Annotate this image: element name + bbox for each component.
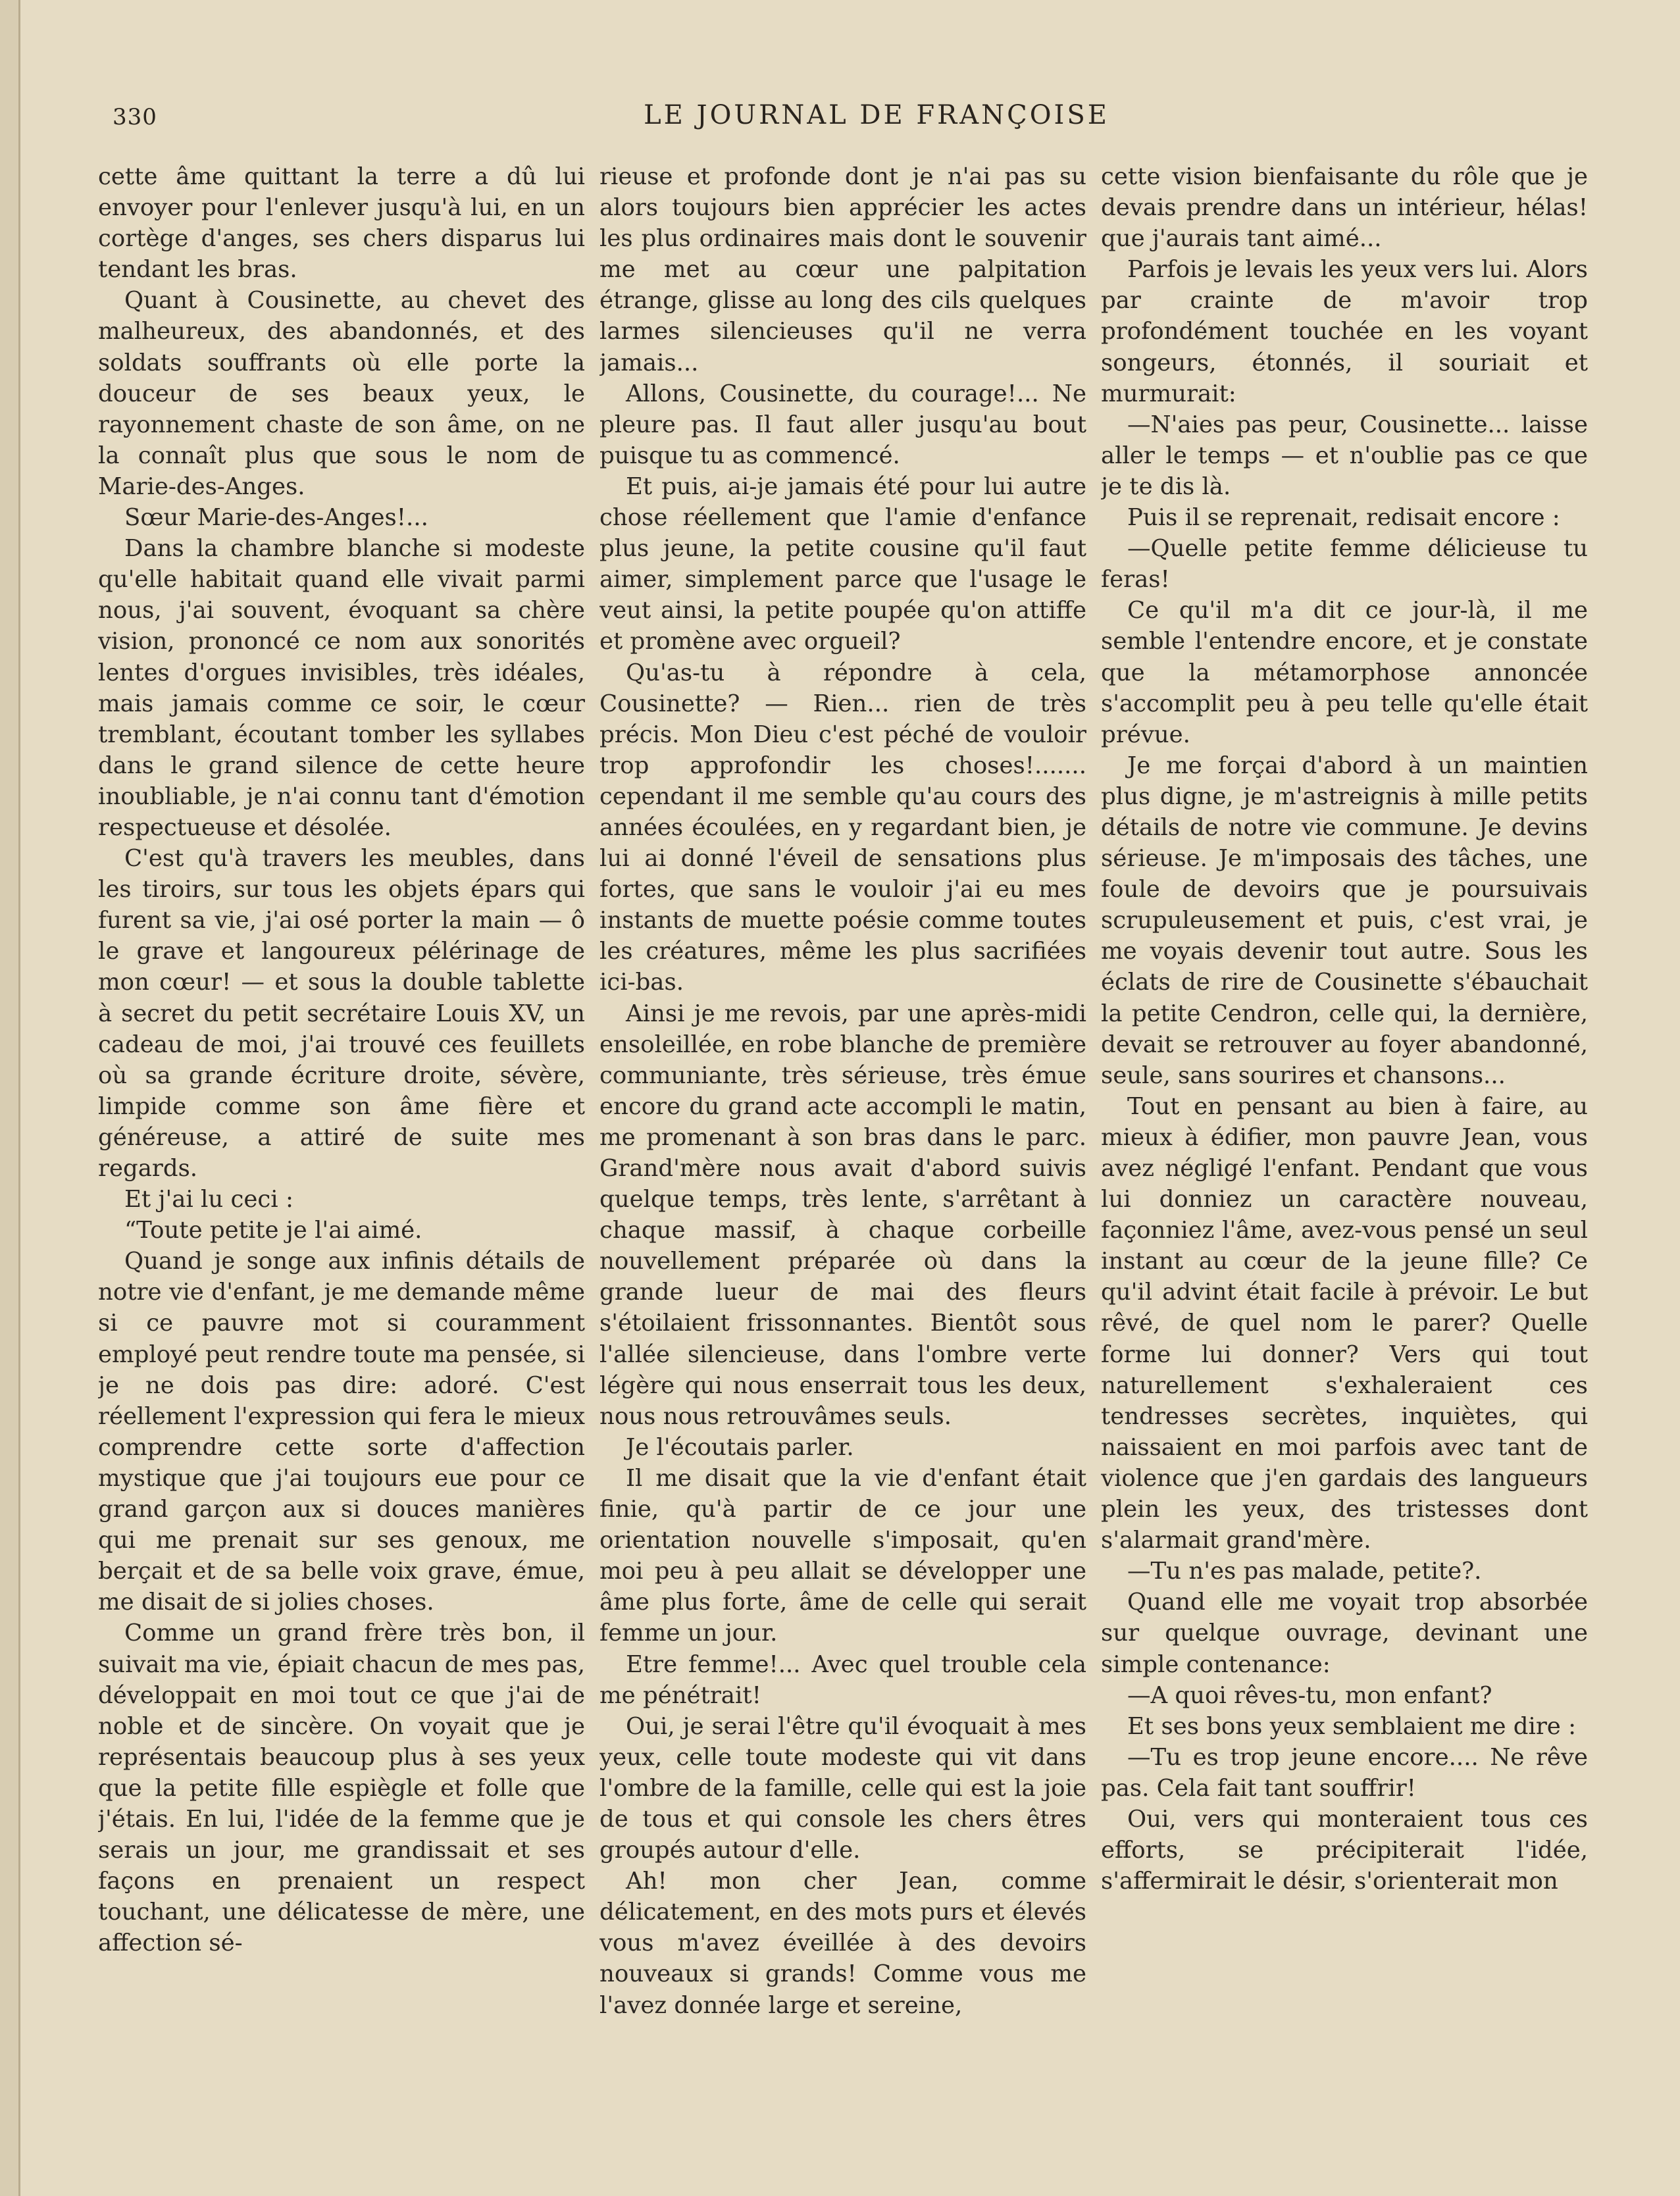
paragraph: Parfois je levais les yeux vers lui. Alors par crainte de m'avoir trop profondément touchée en les voyant songeurs, étonnés, il souriait et murmurait: — [1101, 256, 1588, 407]
paragraph: Dans la chambre blanche si modeste qu'elle habitait quand elle vivait parmi nous, j'ai souvent, évoquant sa chère vision, prononcé ce nom aux sonorités lentes d'orgues invisibles, très idéales, mais jamais comme ce soir, le cœur tremblant, écoutant tomber les syllabes dans le grand silence de cette heure inoubliable, je n'ai connu tant d'émotion respectueuse et désolée. — [98, 535, 585, 841]
paragraph: Quand elle me voyait trop absorbée sur quelque ouvrage, devinant une simple contenance: — [1101, 1589, 1588, 1678]
paragraph: Qu'as-tu à répondre à cela, Cousinette? — Rien... rien de très précis. Mon Dieu c'est péché de vouloir trop approfondir les choses!....... cependant il me semble qu'au cours des années écoulées, en y regardant bien, je lui ai donné l'éveil de sensations plus fortes, que sans le vouloir j'ai eu mes instants de muette poésie comme toutes les créatures, même les plus sacrifiées ici-bas. — [599, 659, 1086, 996]
paragraph: Etre femme!... Avec quel trouble cela me pénétrait! — [599, 1650, 1086, 1709]
paragraph: C'est qu'à travers les meubles, dans les tiroirs, sur tous les objets épars qui furent sa vie, j'ai osé porter la main — ô le grave et langoureux pélérinage de mon cœur! — et sous la double tablette à secret du petit secrétaire Louis XV, un cadeau de moi, j'ai trouvé ces feuillets où sa grande écriture droite, sévère, limpide comme son âme fière et généreuse, a attiré de suite mes regards. — [98, 845, 585, 1182]
paragraph: —N'aies pas peur, Cousinette... laisse aller le temps — et n'oublie pas ce que je te dis là. — [1101, 411, 1588, 500]
paragraph: Sœur Marie-des-Anges!... — [124, 504, 428, 532]
paragraph: Je l'écoutais parler. — [626, 1433, 854, 1461]
paragraph: Oui, je serai l'être qu'il évoquait à mes yeux, celle toute modeste qui vit dans l'ombre de la famille, celle qui est la joie de tous et qui console les chers êtres groupés autour d'elle. — [599, 1712, 1086, 1864]
paragraph: Allons, Cousinette, du courage!... Ne pleure pas. Il faut aller jusqu'au bout puisque tu as commencé. — [599, 380, 1086, 469]
paragraph: Et j'ai lu ceci : — [124, 1186, 293, 1213]
paragraph: Puis il se reprenait, redisait encore : — [1127, 504, 1560, 532]
paragraph: —A quoi rêves-tu, mon enfant? — [1127, 1681, 1492, 1709]
paragraph: Ainsi je me revois, par une après-midi ensoleillée, en robe blanche de première communiante, très sérieuse, très émue encore du grand acte accompli le matin, me promenant à son bras dans le parc. Grand'mère nous avait d'abord suivis quelque temps, très lente, s'arrêtant à chaque massif, à chaque corbeille nouvellement préparée où dans la grande lueur de mai des fleurs s'étoilaient frissonnantes. Bientôt sous l'allée silencieuse, dans l'ombre verte légère qui nous enserrait tous les deux, nous nous retrouvâmes seuls. — [599, 1000, 1086, 1430]
paragraph: Et ses bons yeux semblaient me dire : — [1127, 1712, 1577, 1740]
paragraph: cette vision bienfaisante du rôle que je devais prendre dans un intérieur, hélas! que j'aurais tant aimé... — [1101, 163, 1588, 253]
newspaper-page — [18, 0, 1680, 2196]
text-column-1 — [98, 161, 585, 2129]
paragraph: —Tu es trop jeune encore.... Ne rêve pas. Cela fait tant souffrir! — [1101, 1743, 1588, 1802]
paragraph: Quand je songe aux infinis détails de notre vie d'enfant, je me demande même si ce pauvre mot si couramment employé peut rendre toute ma pensée, si je ne dois pas dire: adoré. C'est réellement l'expression qui fera le mieux comprendre cette sorte d'affection mystique que j'ai toujours eue pour ce grand garçon aux si douces manières qui me prenait sur ses genoux, me berçait et de sa belle voix grave, émue, me disait de si jolies choses. — [98, 1248, 585, 1616]
paragraph: cette âme quittant la terre a dû lui envoyer pour l'enlever jusqu'à lui, en un cortège d'anges, ses chers disparus lui tendant les bras. — [98, 163, 585, 284]
paragraph: rieuse et profonde dont je n'ai pas su alors toujours bien apprécier les actes les plus ordinaires mais dont le souvenir me met au cœur une palpitation étrange, glisse au long des cils quelques larmes silencieuses qu'il ne verra jamais... — [599, 163, 1086, 376]
paragraph: Ce qu'il m'a dit ce jour-là, il me semble l'entendre encore, et je constate que la métamorphose annoncée s'accomplit peu à peu telle qu'elle était prévue. — [1101, 597, 1588, 748]
paragraph: Quant à Cousinette, au chevet des malheureux, des abandonnés, et des soldats souffrants où elle porte la douceur de ses beaux yeux, le rayonnement chaste de son âme, on ne la connaît plus que sous le nom de Marie-des-Anges. — [98, 287, 585, 500]
paragraph: Comme un grand frère très bon, il suivait ma vie, épiait chacun de mes pas, développait en moi tout ce que j'ai de noble et de sincère. On voyait que je représentais beaucoup plus à ses yeux que la petite fille espiègle et folle que j'étais. En lui, l'idée de la femme que je serais un jour, me grandissait et ses façons en prenaient un respect touchant, une délicatesse de mère, une affection sé- — [98, 1620, 585, 1957]
text-column-3 — [1101, 161, 1588, 2129]
paragraph: Et puis, ai-je jamais été pour lui autre chose réellement que l'amie d'enfance plus jeune, la petite cousine qu'il faut aimer, simplement parce que l'usage le veut ainsi, la petite poupée qu'on attiffe et promène avec orgueil? — [599, 472, 1086, 655]
paragraph: Je me forçai d'abord à un maintien plus digne, je m'astreignis à mille petits détails de notre vie commune. Je devins sérieuse. Je m'imposais des tâches, une foule de devoirs que je poursuivais scrupuleusement et puis, c'est vrai, je me voyais devenir tout autre. Sous les éclats de rire de Cousinette s'ébauchait la petite Cendron, celle qui, la dernière, devait se retrouver au foyer abandonné, seule, sans sourires et chansons... — [1101, 752, 1588, 1089]
paragraph: Il me disait que la vie d'enfant était finie, qu'à partir de ce jour une orientation nouvelle s'imposait, qu'en moi peu à peu allait se développer une âme plus forte, âme de celle qui serait femme un jour. — [599, 1464, 1086, 1647]
paragraph: Tout en pensant au bien à faire, au mieux à édifier, mon pauvre Jean, vous avez négligé l'enfant. Pendant que vous lui donniez un caractère nouveau, façonniez l'âme, avez-vous pensé un seul instant au cœur de la jeune fille? Ce qu'il advint était facile à prévoir. Le but rêvé, de quel nom le parer? Quelle forme lui donner? Vers qui tout naturellement s'exhaleraient ces tendresses secrètes, inquiètes, qui naissaient en moi parfois avec tant de violence que j'en gardais des langueurs plein les yeux, des tristesses dont s'alarmait grand'mère. — [1101, 1092, 1588, 1554]
text-column-2 — [599, 161, 1086, 2129]
paragraph: Oui, vers qui monteraient tous ces efforts, se précipiterait l'idée, s'affermirait le désir, s'orienterait mon — [1101, 1805, 1588, 1895]
paragraph: —Quelle petite femme délicieuse tu feras! — [1101, 535, 1588, 594]
journal-title: LE JOURNAL DE FRANÇOISE — [644, 100, 1109, 130]
paragraph: Ah! mon cher Jean, comme délicatement, en des mots purs et élevés vous m'avez éveillée à des devoirs nouveaux si grands! Comme vous me l'avez donnée large et sereine, — [599, 1868, 1086, 2019]
page-number: 330 — [113, 104, 157, 130]
page-header — [113, 92, 1641, 132]
paragraph: “Toute petite je l'ai aimé. — [124, 1217, 422, 1244]
paragraph: —Tu n'es pas malade, petite?. — [1127, 1558, 1482, 1585]
